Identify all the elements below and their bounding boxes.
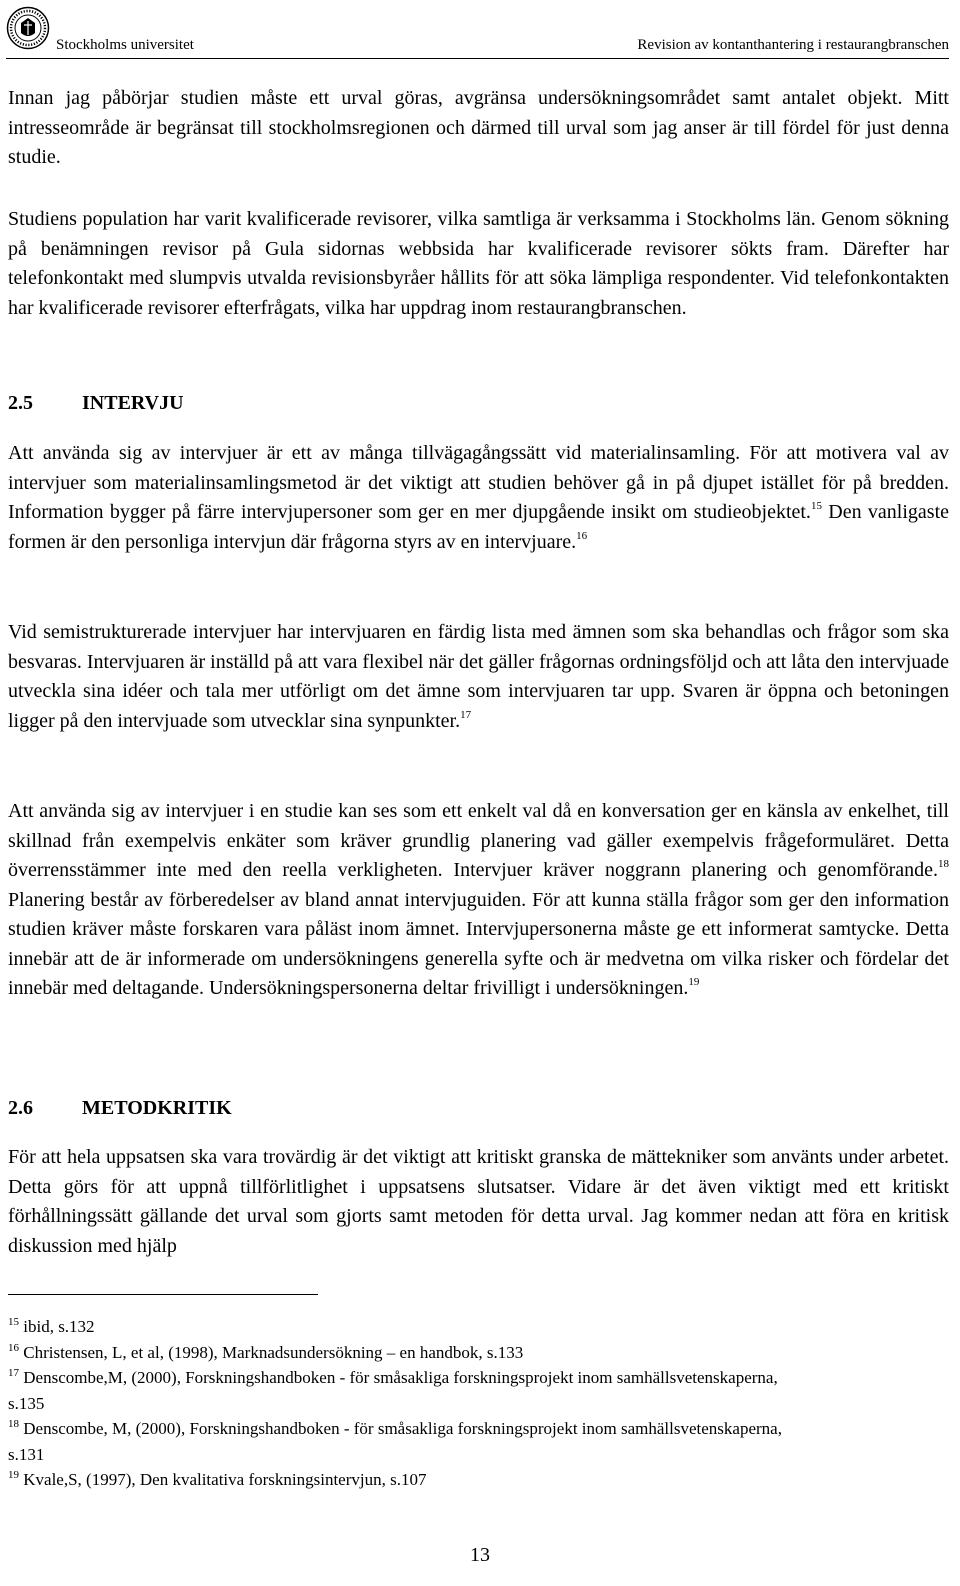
footnote: $^{15}$ ibid, s.132 [8, 1316, 95, 1336]
footnote-number: 16 [8, 1341, 19, 1354]
footnote-divider [8, 1294, 318, 1295]
footnote: $^{17}$ Denscombe,M, (2000), Forskningshandboken - för småsakliga forskningsprojekt inom samhällsvetenskaperna, s.135 [8, 1367, 778, 1413]
section-heading-intervju [8, 389, 949, 419]
page-header [6, 6, 949, 58]
paragraph: Att använda sig av intervjuer i en studie kan ses som ett enkelt val då en konversation ger en känsla av enkelhet, till skillnad från exempelvis enkäter som kräver grundlig planering vad gäller exempelvis frågeformuläret. Detta överrensstämmer inte med den reella verkligheten. Intervjuer kräver noggrann planering och genomförande.$^{18}$ Planering består av förberedelser av bland annat intervjuguiden. För att kunna ställa frågor som ger den information studien kräver måste forskaren vara påläst inom ämnet. Intervjupersonerna måste ge ett informerat samtycke. Detta innebär att de är informerade om undersökningens generella syfte och är medvetna om vilka risker och fördelar det innebär med deltagande. Undersökningspersonerna deltar frivilligt i undersökningen.$^{19}$ [8, 800, 949, 999]
section-heading-metodkritik [8, 1094, 949, 1124]
footnote-ref: 17 [460, 708, 472, 721]
body-section-intervju-2 [8, 618, 949, 736]
paragraph: Att använda sig av intervjuer är ett av många tillvägagångssätt vid materialinsamling. För att motivera val av intervjuer som materialinsamlingsmetod är det viktigt att studien behöver gå in på djupet istället för på bredden. Information bygger på färre intervjupersoner som ger en mer djupgående insikt om studieobjektet.$^{15}$ Den vanligaste formen är den personliga intervjun där frågorna styrs av en intervjuare.$^{16}$ [8, 442, 950, 553]
footnotes [8, 1314, 808, 1493]
footnote-number: 15 [8, 1316, 19, 1328]
body-section-metodkritik [8, 1143, 949, 1261]
page-number: 13 [470, 1544, 490, 1566]
university-seal-logo [6, 6, 50, 50]
paragraph: Studiens population har varit kvalificerade revisorer, vilka samtliga är verksamma i Stockholms län. Genom sökning på benämningen revisor på Gula sidornas webbsida har kvalificerade revisorer sökts fram. Därefter har telefonkontakt med slumpvis utvalda revisionsbyråer hållits för att söka lämpliga respondenter. Vid telefonkontakten har kvalificerade revisorer efterfrågats, vilka har uppdrag inom restaurangbranschen. [8, 208, 949, 319]
section-number: 2.6 [8, 1097, 33, 1119]
footnote: $^{16}$ Christensen, L, et al, (1998), Marknadsundersökning – en handbok, s.133 [8, 1341, 524, 1362]
university-name: Stockholms universitet [56, 37, 194, 53]
footnote-ref: 15 [810, 500, 822, 512]
body-section-intervju-1 [8, 439, 949, 557]
footnote-ref: 19 [688, 976, 700, 988]
footnote: $^{18}$ Denscombe, M, (2000), Forskningshandboken - för småsakliga forskningsprojekt inom samhällsvetenskaperna, s.131 [8, 1418, 782, 1464]
footnote-ref: 18 [938, 858, 949, 870]
footnote-ref: 16 [576, 529, 588, 542]
section-title: METODKRITIK [82, 1097, 232, 1119]
footnote: $^{19}$ Kvale,S, (1997), Den kvalitativa forskningsintervjun, s.107 [8, 1469, 427, 1489]
section-number: 2.5 [8, 392, 33, 414]
footnote-number: 17 [8, 1367, 19, 1379]
footnote-number: 18 [8, 1418, 19, 1430]
paragraph: Innan jag påbörjar studien måste ett urval göras, avgränsa undersökningsområdet samt antalet objekt. Mitt intresseområde är begränsat till stockholmsregionen och därmed till urval som jag anser är till fördel för just denna studie. [8, 87, 949, 168]
paragraph: För att hela uppsatsen ska vara trovärdig är det viktigt att kritiskt granska de mättekniker som använts under arbetet. Detta görs för att uppnå tillförlitlighet i uppsatsens slutsatser. Vidare är det även viktigt med ett kritiskt förhållningssätt gällande det urval som gjorts samt metoden för detta urval. Jag kommer nedan att föra en kritisk diskussion med hjälp [8, 1146, 949, 1257]
body-section-intervju-3 [8, 797, 949, 1004]
paragraph: Vid semistrukturerade intervjuer har intervjuaren en färdig lista med ämnen som ska behandlas och frågor som ska besvaras. Intervjuaren är inställd på att vara flexibel när det gäller frågornas ordningsföljd och att låta den intervjuade utveckla sina idéer och tala mer utförligt om det ämne som intervjuaren tar upp. Svaren är öppna och betoningen ligger på den intervjuade som utvecklar sina synpunkter.$^{17}$ [8, 621, 949, 732]
running-title: Revision av kontanthantering i restaurangbranschen [637, 37, 949, 53]
header-divider [6, 58, 949, 59]
section-title: INTERVJU [82, 392, 184, 414]
body-section-population [8, 205, 949, 323]
body-section-urval [8, 84, 949, 173]
footnote-number: 19 [8, 1469, 19, 1481]
